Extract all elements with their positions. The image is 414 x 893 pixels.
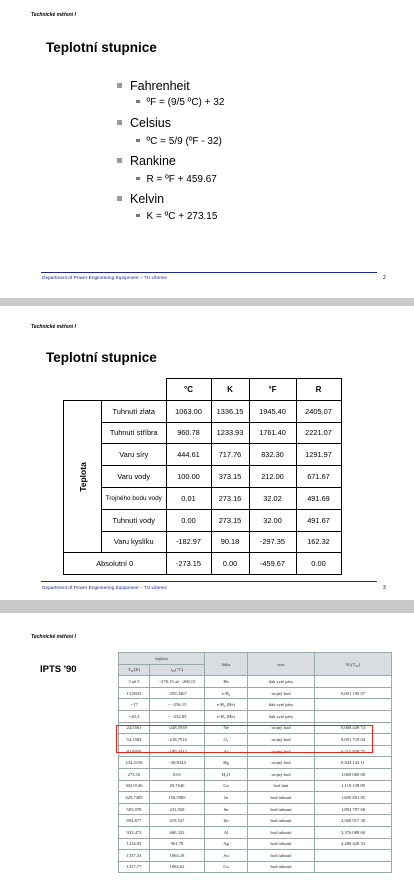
cell: Au [205,850,248,862]
cell: 717.76 [211,444,249,466]
table-row [119,803,392,815]
cell: 4,286 420 53 [315,838,392,850]
table-row [119,792,392,804]
cell: 1357,77 [119,861,150,873]
cell: Hg [205,757,248,769]
bullet-rankine [117,154,176,168]
bullet-fahrenheit [117,79,190,93]
cell: 0,215 859 75 [315,745,392,757]
cell: bod tuhnutí [248,792,315,804]
cell: bod tání [248,780,315,792]
cell: Cu [205,861,248,873]
bullet-label: Rankine [130,154,176,168]
cell: 491.67 [296,509,341,531]
row-label: Tuhnutí stříbra [102,422,167,444]
formula-text: K = ºC + 273.15 [146,211,218,222]
cell: −38,8344 [150,757,205,769]
highlight-box [116,725,373,753]
cell: 373.15 [211,466,249,488]
cell: −189,3442 [150,745,205,757]
formula-celsius [136,136,222,147]
cell: tlak syté páry [248,676,315,688]
cell: bod tuhnutí [248,826,315,838]
cell: 273.16 [211,487,249,509]
ipts-90-table [118,652,392,873]
bullet-marker [117,196,122,201]
table-row [119,687,392,699]
formula-kelvin [136,211,217,222]
footer-text: Department of Power Engineering Equipment – TU Liberec [42,586,168,591]
table-row [64,487,342,509]
cell: 660,323 [150,826,205,838]
cell [315,676,392,688]
cell: 0.01 [166,487,211,509]
page-number: 3 [383,585,386,591]
cell: −270,15 až −268,15 [150,676,205,688]
row-label: Absolutní 0 [64,553,167,575]
cell: e-H₂ (He) [205,699,248,711]
page-number: 2 [383,275,386,281]
row-label: Varu síry [102,444,167,466]
cell: 212.00 [249,466,296,488]
table-header-row [119,653,392,665]
table-row [119,780,392,792]
cell: Ga [205,780,248,792]
cell: 2405.07 [296,400,341,422]
cell: trojný bod [248,734,315,746]
cell: bod tuhnutí [248,838,315,850]
side-label: Teplota [77,461,88,492]
bullet-label: Fahrenheit [130,79,190,93]
table-row [119,861,392,873]
cell: Ag [205,838,248,850]
cell: trojný bod [248,768,315,780]
row-label: Varu vody [102,466,167,488]
footer-divider [41,581,377,582]
cell [315,850,392,862]
cell: ~17 [119,699,150,711]
cell: bod tuhnutí [248,850,315,862]
slide-separator [0,600,414,613]
cell: 2,568 917 30 [315,815,392,827]
formula-text: ºC = 5/9 (ºF - 32) [146,136,222,147]
cell: 419,527 [150,815,205,827]
cell: -273.15 [166,553,211,575]
cell: 1,609 801 85 [315,792,392,804]
table-row [64,422,342,444]
table-row [64,466,342,488]
cell: ~20,3 [119,710,150,722]
formula-text: ºF = (9/5 ºC) + 32 [146,97,225,108]
slide-title: Teplotní stupnice [46,40,157,55]
cell: e-H₂ [205,687,248,699]
col-header-celsius: °C [166,379,211,401]
table-row [64,400,342,422]
row-label: Varu kyslíku [102,531,167,553]
cell: 671.67 [296,466,341,488]
footer-divider [41,272,377,273]
cell: tlak syté páry [248,710,315,722]
cell: He [205,676,248,688]
cell: O₂ [205,734,248,746]
row-label: Tuhnutí zlata [102,400,167,422]
sub-bullet-marker [136,139,140,143]
cell: 429,7485 [119,792,150,804]
col-header-stav: stav [248,653,315,676]
slide-header: Technické měření I [31,634,76,640]
cell: −259,3467 [150,687,205,699]
cell [315,710,392,722]
cell: 1761.40 [249,422,296,444]
cell: 273,16 [119,768,150,780]
cell: 13,8033 [119,687,150,699]
cell: H₂O [205,768,248,780]
col-header-latka: látka [205,653,248,676]
table-row [119,838,392,850]
cell: 0.00 [296,553,341,575]
col-header-fahrenheit: °F [249,379,296,401]
cell: 234,3156 [119,757,150,769]
cell: Sn [205,803,248,815]
table-row [119,710,392,722]
table-row [119,768,392,780]
side-label-cell [64,400,102,553]
cell: 29,7646 [150,780,205,792]
cell: 273.15 [211,509,249,531]
slide-header: Technické měření I [31,324,76,330]
cell: 162.32 [296,531,341,553]
cell: 90.18 [211,531,249,553]
row-label: Trojného bodu vody [102,487,167,509]
cell: 3,376 008 60 [315,826,392,838]
cell: 1084,62 [150,861,205,873]
cell: −218,7916 [150,734,205,746]
slide-separator [0,298,414,306]
cell: 1945.40 [249,400,296,422]
bullet-celsius [117,116,171,130]
table-row [119,850,392,862]
cell: 961,78 [150,838,205,850]
cell: 933,473 [119,826,150,838]
col-header-t90c: t₉₀(°C) [150,664,205,676]
cell: Ne [205,722,248,734]
cell: trojný bod [248,722,315,734]
cell: 1337,33 [119,850,150,862]
temperature-scale-table [63,378,342,575]
cell [315,861,392,873]
col-group-teplota: teplota [119,653,205,665]
bullet-marker [117,83,122,88]
cell: trojný bod [248,687,315,699]
col-header-wr: Wᵣ(T₉₀) [315,653,392,676]
table-row [119,826,392,838]
cell: 54,3584 [119,734,150,746]
cell: 0,844 142 11 [315,757,392,769]
cell: -182.97 [166,531,211,553]
table-row-absolute-zero [64,553,342,575]
cell: 156,5985 [150,792,205,804]
row-label: Tuhnutí vody [102,509,167,531]
cell: Ar [205,745,248,757]
table-row [119,699,392,711]
cell: 692,677 [119,815,150,827]
formula-text: R = ºF + 459.67 [146,174,217,185]
cell: 0.00 [211,553,249,575]
cell: e-H₂ (He) [205,710,248,722]
bullet-label: Kelvin [130,192,165,206]
cell: Zn [205,815,248,827]
cell: tlak syté páry [248,699,315,711]
cell: 3 až 5 [119,676,150,688]
cell [315,699,392,711]
table-row [119,676,392,688]
table-row [64,531,342,553]
cell: 32.00 [249,509,296,531]
cell: 1,892 797 68 [315,803,392,815]
bullet-label: Celsius [130,116,171,130]
cell: 32.02 [249,487,296,509]
footer-text: Department of Power Engineering Equipment – TU Liberec [42,276,168,281]
cell: In [205,792,248,804]
cell: 491.69 [296,487,341,509]
cell: −248,5939 [150,722,205,734]
cell: 1063.00 [166,400,211,422]
cell: 302,9146 [119,780,150,792]
cell: bod tuhnutí [248,861,315,873]
cell: -459.67 [249,553,296,575]
cell: 1234,93 [119,838,150,850]
cell: 1233.93 [211,422,249,444]
cell: bod tuhnutí [248,803,315,815]
cell: trojný bod [248,745,315,757]
cell: bod tuhnutí [248,815,315,827]
cell: 444.61 [166,444,211,466]
slide-2 [0,0,414,298]
cell: 0,008 449 74 [315,722,392,734]
cell: 0,01 [150,768,205,780]
formula-rankine [136,174,217,185]
cell: 83,8058 [119,745,150,757]
cell: ~ −252,85 [150,710,205,722]
cell: 0,001 190 07 [315,687,392,699]
cell: -297.35 [249,531,296,553]
cell: 505,078 [119,803,150,815]
col-header-rankine: R [296,379,341,401]
col-header-t90k: T₉₀(K) [119,664,150,676]
cell: 0,091 718 04 [315,734,392,746]
table-row [64,509,342,531]
table-row [119,815,392,827]
cell: ~ −256,15 [150,699,205,711]
slide-title: IPTS '90 [40,664,77,675]
slide-header: Technické měření I [31,12,76,18]
cell: 1336.15 [211,400,249,422]
cell: trojný bod [248,757,315,769]
bullet-marker [117,120,122,125]
cell: 960.78 [166,422,211,444]
bullet-kelvin [117,192,164,206]
cell: 2221.07 [296,422,341,444]
cell: Al [205,826,248,838]
cell: 1,000 000 00 [315,768,392,780]
bullet-marker [117,158,122,163]
col-header-kelvin: K [211,379,249,401]
sub-bullet-marker [136,214,140,218]
formula-fahrenheit [136,97,224,108]
slide-title: Teplotní stupnice [46,350,157,365]
cell: 24,5561 [119,722,150,734]
cell: 1064,18 [150,850,205,862]
cell: 100.00 [166,466,211,488]
cell: 0.00 [166,509,211,531]
cell: 832.30 [249,444,296,466]
table-header-row [64,379,342,401]
sub-bullet-marker [136,177,140,181]
cell: 231,928 [150,803,205,815]
cell: 1,118 138 89 [315,780,392,792]
table-row-highlighted [119,757,392,769]
sub-bullet-marker [136,100,140,104]
cell: 1291.97 [296,444,341,466]
table-row [64,444,342,466]
